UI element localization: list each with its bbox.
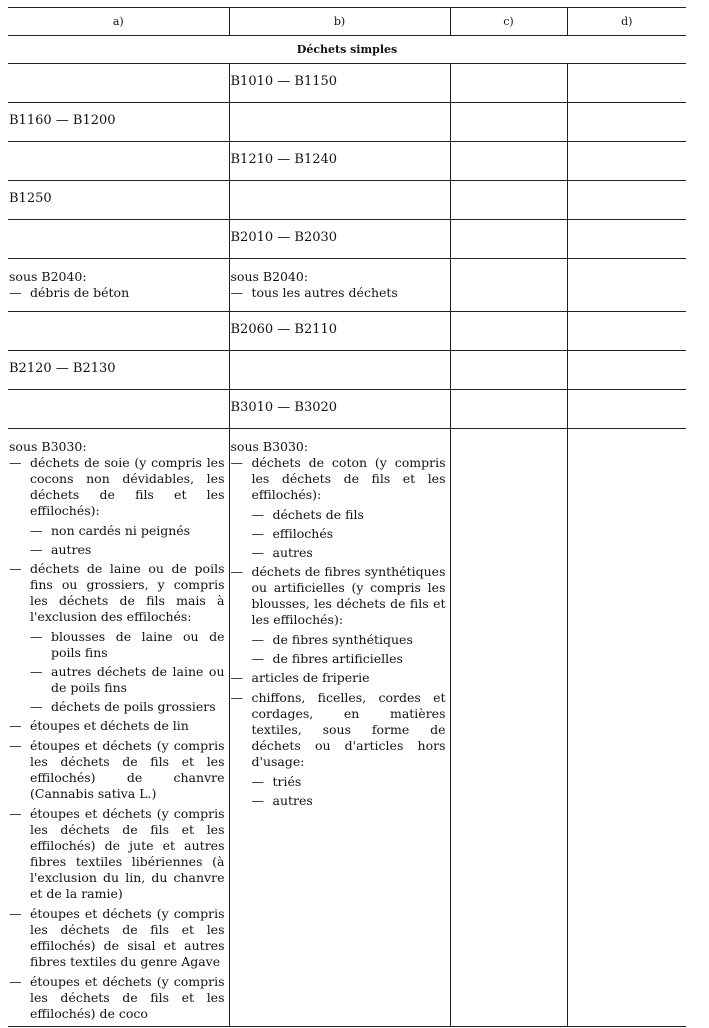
cell-a xyxy=(8,220,229,230)
list-item: — déchets de laine ou de poils fins ou grossiers, y compris les déchets de fils mais à l'exclusion des effilochés: xyxy=(9,561,225,625)
header-d: d) xyxy=(567,8,686,36)
table-row-b2040 xyxy=(8,259,686,312)
list-item: — blousses de laine ou de poils fins xyxy=(30,629,225,661)
list-item: — autres déchets de laine ou de poils fins xyxy=(30,664,225,696)
cell-b: B1210 — B1240 xyxy=(230,152,338,167)
table-row xyxy=(8,351,686,390)
list-item: — étoupes et déchets (y compris les déchets de fils et les effilochés) de jute et autres fibres textiles libériennes (à l'exclusion du lin, du chanvre et de la ramie) xyxy=(9,806,225,902)
list-item: — autres xyxy=(252,793,446,809)
cell-b xyxy=(230,351,450,361)
table-row xyxy=(8,181,686,220)
waste-classification-table xyxy=(8,7,686,1027)
list-item: — autres xyxy=(30,542,225,558)
list-item: — déchets de fils xyxy=(252,507,446,523)
list-item: — déchets de poils grossiers xyxy=(30,699,225,715)
table-row xyxy=(8,103,686,142)
list-item: — de fibres synthétiques xyxy=(252,632,446,648)
list-item: — déchets de fibres synthétiques ou artificielles (y compris les blousses, les déchets de fils et les effilochés): xyxy=(231,564,446,628)
b2040-a-intro: sous B2040: xyxy=(9,269,87,284)
list-item: — étoupes et déchets (y compris les déchets de fils et les effilochés) de chanvre (Cannabis sativa L.) xyxy=(9,738,225,802)
list-item: — débris de béton xyxy=(9,285,225,301)
list-item: — étoupes et déchets (y compris les déchets de fils et les effilochés) de coco xyxy=(9,974,225,1022)
b2040-b-intro: sous B2040: xyxy=(230,269,309,284)
list-item: — articles de friperie xyxy=(231,670,446,686)
b3030-b-intro: sous B3030: xyxy=(230,439,309,454)
cell-a: B1160 — B1200 xyxy=(9,113,116,128)
list-item: — tous les autres déchets xyxy=(231,285,446,301)
list-item: — effilochés xyxy=(252,526,446,542)
cell-a: B2120 — B2130 xyxy=(9,361,116,376)
cell-a: B1250 xyxy=(9,191,52,206)
section-title: Déchets simples xyxy=(8,36,686,64)
cell-b: B2010 — B2030 xyxy=(230,230,338,245)
list-item: — chiffons, ficelles, cordes et cordages, en matières textiles, sous forme de déchets ou d'articles hors d'usage: xyxy=(231,690,446,770)
cell-a xyxy=(8,312,229,322)
table-row xyxy=(8,312,686,351)
cell-a xyxy=(8,390,229,400)
table-row xyxy=(8,390,686,429)
table-row xyxy=(8,220,686,259)
table-row xyxy=(8,142,686,181)
list-item: — étoupes et déchets de lin xyxy=(9,718,225,734)
header-b: b) xyxy=(229,8,450,36)
cell-a xyxy=(8,142,229,152)
table-row-b3030 xyxy=(8,429,686,1027)
header-row xyxy=(8,8,686,36)
b3030-a-intro: sous B3030: xyxy=(9,439,87,454)
cell-a xyxy=(8,64,229,74)
header-c: c) xyxy=(450,8,567,36)
list-item: — triés xyxy=(252,774,446,790)
section-row xyxy=(8,36,686,64)
cell-b: B3010 — B3020 xyxy=(230,400,338,415)
list-item: — de fibres artificielles xyxy=(252,651,446,667)
list-item: — non cardés ni peignés xyxy=(30,523,225,539)
cell-b: B2060 — B2110 xyxy=(230,322,338,337)
cell-b xyxy=(230,181,450,191)
list-item: — déchets de coton (y compris les déchets de fils et les effilochés): xyxy=(231,455,446,503)
list-item: — déchets de soie (y compris les cocons non dévidables, les déchets de fils et les effilochés): xyxy=(9,455,225,519)
cell-b xyxy=(230,103,450,113)
cell-b: B1010 — B1150 xyxy=(230,74,338,89)
list-item: — autres xyxy=(252,545,446,561)
list-item: — étoupes et déchets (y compris les déchets de fils et les effilochés) de sisal et autres fibres textiles du genre Agave xyxy=(9,906,225,970)
header-a: a) xyxy=(8,8,229,36)
table-row xyxy=(8,64,686,103)
